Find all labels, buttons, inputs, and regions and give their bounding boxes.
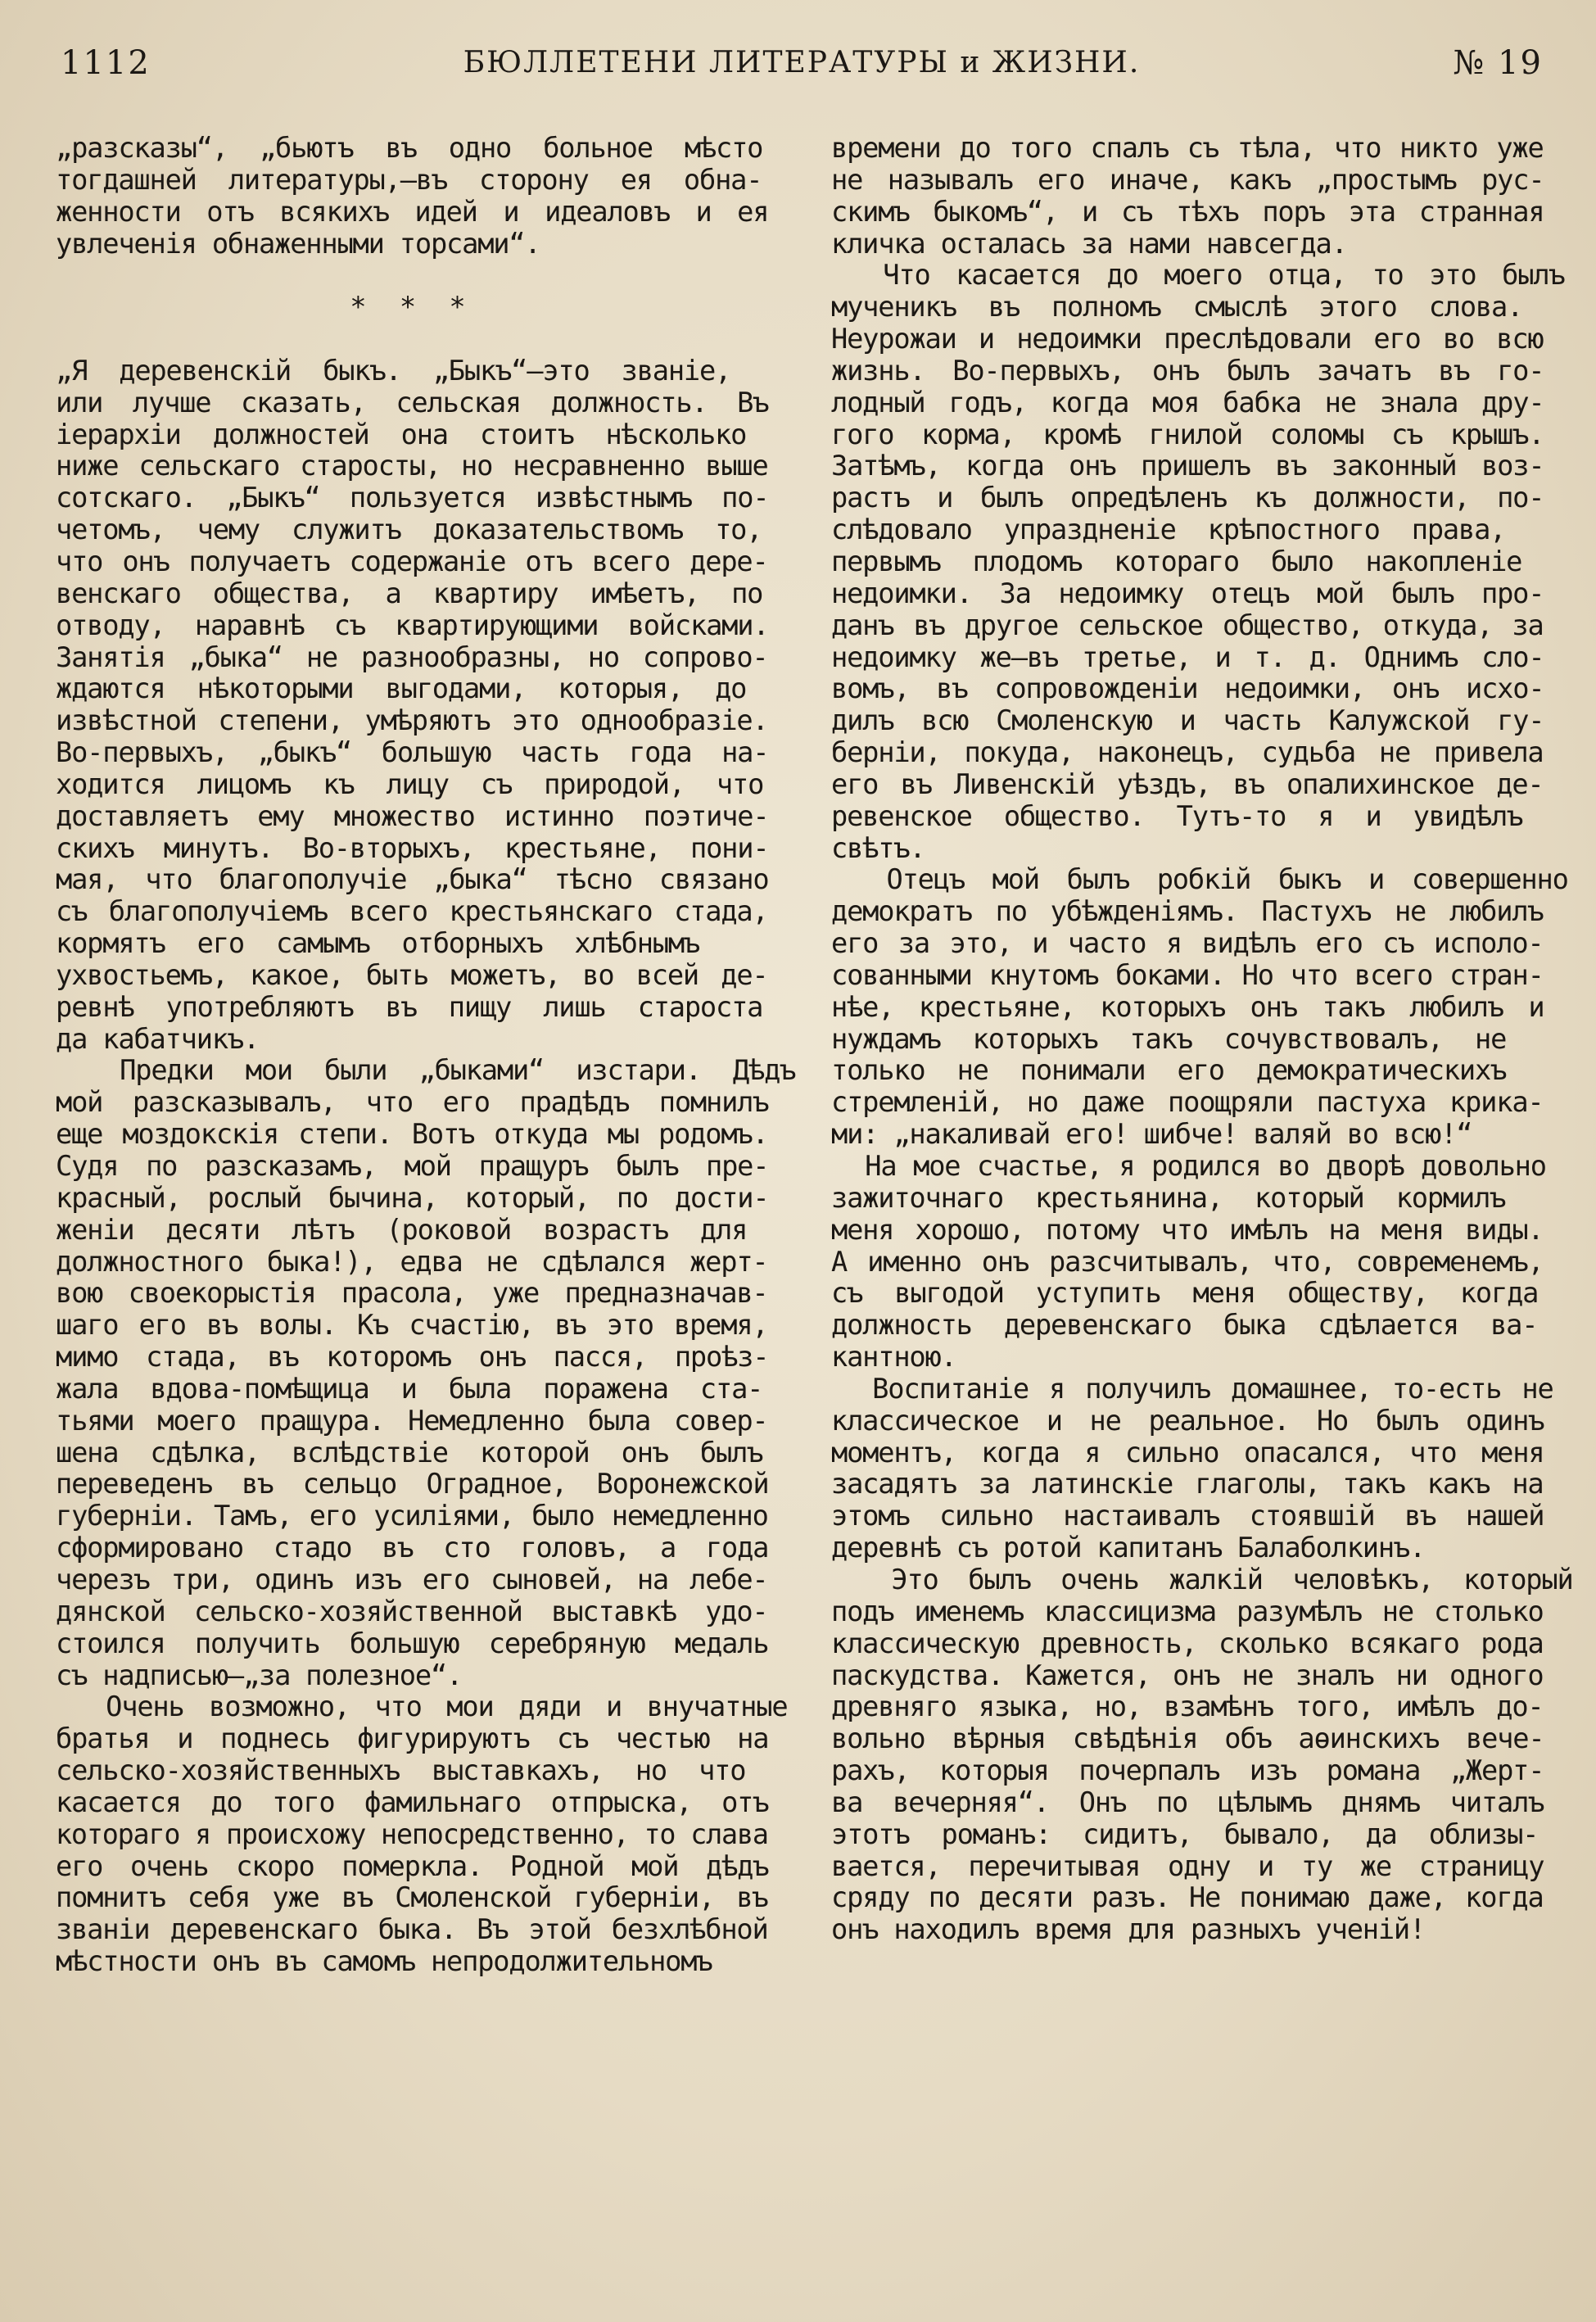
text-line: званіи деревенскаго быка. Въ этой безхлѣбной (56, 1913, 768, 1946)
left-text-column (56, 132, 796, 1978)
text-line: берніи, покуда, наконецъ, судьба не привела (831, 736, 1544, 769)
text-line: нуждамъ которыхъ такъ сочувствовалъ, не (831, 1022, 1507, 1055)
text-line: ниже сельскаго старосты, но несравненно выше (56, 450, 768, 482)
text-line: Неурожаи и недоимки преслѣдовали его во всю (831, 323, 1544, 355)
text-line: помнитъ себя уже въ Смоленской губерніи, въ (56, 1881, 768, 1914)
right-text-column (831, 132, 1573, 1946)
text-line: паскудства. Кажется, онъ не зналъ ни одного (831, 1659, 1544, 1691)
text-line: должность деревенскаго быка сдѣлается ва- (831, 1309, 1538, 1342)
text-line: ревенское общество. Тутъ-то я и увидѣлъ (831, 799, 1523, 832)
text-line: свѣтъ. (831, 831, 925, 864)
text-line: ждаются нѣкоторыми выгодами, которыя, до (56, 672, 747, 705)
text-line: четомъ, чему служитъ доказательствомъ то, (56, 514, 762, 546)
text-line: сельско-хозяйственныхъ выставкахъ, но что (56, 1754, 746, 1787)
text-line: засадятъ за латинскіе глаголы, такъ какъ на (831, 1468, 1544, 1500)
text-line: лодный годъ, когда моя бабка не знала дру- (831, 386, 1544, 419)
text-line: демократъ по убѣжденіямъ. Пастухъ не любилъ (831, 895, 1544, 928)
text-line: съ надписью—„за полезное“. (56, 1659, 463, 1691)
text-line: дилъ всю Смоленскую и часть Калужской гу- (831, 704, 1544, 737)
text-line: вомъ, въ сопровожденіи недоимки, онъ исхо- (831, 672, 1544, 705)
text-line: ходится лицомъ къ лицу съ природой, что (56, 767, 764, 800)
text-line: сотскаго. „Быкъ“ пользуется извѣстнымъ по- (56, 482, 769, 514)
text-line: скимъ быкомъ“, и съ тѣхъ поръ эта странная (831, 195, 1544, 228)
text-line: женности отъ всякихъ идей и идеаловъ и ея (56, 195, 769, 228)
text-line: вольно вѣрныя свѣдѣнія объ аѳинскихъ вече- (831, 1722, 1544, 1755)
text-line: моментъ, когда я сильно опасался, что меня (831, 1436, 1544, 1469)
text-line: увлеченія обнаженными торсами“. (56, 227, 540, 260)
text-line: слѣдовало упраздненіе крѣпостного права, (831, 514, 1506, 546)
text-line: его въ Ливенскій уѣздъ, въ опалихинское де- (831, 767, 1544, 800)
text-line: не называлъ его иначе, какъ „простымъ рус- (831, 163, 1544, 196)
text-line: первымъ плодомъ котораго было накопленіе (831, 545, 1522, 577)
text-line: отводу, наравнѣ съ квартирующими войсками. (56, 609, 769, 641)
text-line: Это былъ очень жалкій человѣкъ, который (831, 1563, 1573, 1596)
text-line: онъ находилъ время для разныхъ ученій! (831, 1913, 1426, 1946)
text-line: стремленій, но даже поощряли пастуха крика- (831, 1086, 1544, 1119)
text-line: меня хорошо, потому что имѣлъ на меня виды. (831, 1213, 1544, 1246)
issue-number: № 19 (1453, 44, 1543, 82)
text-line: братья и поднесь фигурируютъ съ честью на (56, 1722, 769, 1755)
text-line: венскаго общества, а квартиру имѣетъ, по (56, 577, 763, 609)
text-line: извѣстной степени, умѣряютъ это однообразіе. (56, 704, 768, 737)
text-line: съ благополучіемъ всего крестьянскаго стада, (56, 895, 768, 928)
text-line: Судя по разсказамъ, мой пращуръ былъ пре- (56, 1150, 769, 1182)
text-line: Предки мои были „быками“ изстари. Дѣдъ (56, 1054, 796, 1087)
text-line: классическое и не реальное. Но былъ одинъ (831, 1404, 1544, 1437)
text-line: рахъ, которыя почерпалъ изъ романа „Жерт- (831, 1754, 1544, 1787)
text-line: ва вечерняя“. Онъ по цѣлымъ днямъ читалъ (831, 1786, 1544, 1818)
text-line: шаго его въ волы. Къ счастію, въ это время, (56, 1309, 768, 1342)
text-line: * * * (350, 291, 474, 324)
text-line: Занятія „быка“ не разнообразны, но сопрово- (56, 640, 768, 673)
text-line: тогдашней литературы,—въ сторону ея обна- (56, 163, 762, 196)
text-line: сформировано стадо въ сто головъ, а года (56, 1532, 769, 1564)
text-line: На мое счастье, я родился во дворѣ довольно (831, 1150, 1546, 1182)
text-line: шена сдѣлка, вслѣдствіе которой онъ былъ (56, 1436, 763, 1469)
text-line: древняго языка, но, взамѣнъ того, имѣлъ до- (831, 1691, 1544, 1723)
text-line: ми: „накаливай его! шибче! валяй во всю!“ (831, 1118, 1472, 1151)
text-line: сованными кнутомъ боками. Но что всего стран- (831, 958, 1544, 991)
text-line: касается до того фамильнаго отпрыска, отъ (56, 1786, 769, 1818)
text-line: переведенъ въ сельцо Оградное, Воронежской (56, 1468, 769, 1500)
text-line: данъ въ другое сельское общество, откуда, за (831, 609, 1544, 641)
text-line: его очень скоро померкла. Родной мой дѣдъ (56, 1849, 769, 1882)
text-line: мѣстности онъ въ самомъ непродолжительномъ (56, 1945, 712, 1978)
running-title: БЮЛЛЕТЕНИ ЛИТЕРАТУРЫ и ЖИЗНИ. (463, 46, 1141, 79)
text-line: должностного быка!), едва не сдѣлался жерт- (56, 1245, 768, 1278)
text-line: деревнѣ съ ротой капитанъ Балаболкинъ. (831, 1532, 1426, 1564)
text-line: кличка осталась за нами навсегда. (831, 227, 1347, 260)
text-line: сряду по десяти разъ. Не понимаю даже, когда (831, 1881, 1544, 1914)
text-line (56, 260, 768, 292)
text-line: вою своекорыстія прасола, уже предназначав- (56, 1277, 768, 1310)
text-line: тьями моего пращура. Немедленно была совер- (56, 1404, 768, 1437)
text-line: классическую древность, сколько всякаго рода (831, 1627, 1544, 1659)
text-line: недоимки. За недоимку отецъ мой былъ про- (831, 577, 1544, 609)
text-line: еще моздокскія степи. Вотъ откуда мы родомъ. (56, 1118, 768, 1151)
text-line: „Я деревенскій быкъ. „Быкъ“—это званіе, (56, 354, 731, 387)
text-line: Затѣмъ, когда онъ пришелъ въ законный воз- (831, 450, 1544, 482)
text-line: дянской сельско-хозяйственной выставкѣ удо- (56, 1595, 768, 1627)
text-line: кантною. (831, 1341, 956, 1374)
text-line: мимо стада, въ которомъ онъ пасся, проѣз- (56, 1341, 769, 1374)
text-line: нѣе, крестьяне, которыхъ онъ такъ любилъ и (831, 990, 1544, 1023)
text-line: Во-первыхъ, „быкъ“ большую часть года на- (56, 736, 769, 769)
text-line: „разсказы“, „бьютъ въ одно больное мѣсто (56, 132, 763, 164)
text-line: растъ и былъ опредѣленъ къ должности, по- (831, 482, 1544, 514)
text-line: Воспитаніе я получилъ домашнее, то-есть не (831, 1372, 1553, 1405)
text-line: губерніи. Тамъ, его усиліями, было немедленно (56, 1500, 768, 1532)
text-line: подъ именемъ классицизма разумѣлъ не столько (831, 1595, 1544, 1627)
text-line: ревнѣ употребляютъ въ пищу лишь староста (56, 990, 763, 1023)
text-line: А именно онъ разсчитывалъ, что, современемъ, (831, 1245, 1544, 1278)
text-line: жизнь. Во-первыхъ, онъ былъ зачатъ въ го- (831, 354, 1544, 387)
text-line: да кабатчикъ. (56, 1022, 260, 1055)
text-line: ухвостьемъ, какое, быть можетъ, во всей де- (56, 958, 768, 991)
text-line: скихъ минутъ. Во-вторыхъ, крестьяне, пони- (56, 831, 769, 864)
text-line: этомъ сильно настаивалъ стоявшій въ нашей (831, 1500, 1544, 1532)
text-line: мая, что благополучіе „быка“ тѣсно связано (56, 863, 769, 896)
text-line: стоился получить большую серебряную медаль (56, 1627, 769, 1659)
text-line: женіи десяти лѣтъ (роковой возрастъ для (56, 1213, 748, 1246)
text-line: Что касается до моего отца, то это былъ (831, 259, 1565, 292)
text-line: или лучше сказать, сельская должность. Въ (56, 386, 769, 419)
text-line: мученикъ въ полномъ смыслѣ этого слова. (831, 291, 1523, 324)
text-line: времени до того спалъ съ тѣла, что никто уже (831, 132, 1544, 164)
text-line: этотъ романъ: сидитъ, бывало, да облизы- (831, 1817, 1539, 1850)
text-line: красный, рослый бычина, который, по дости- (56, 1181, 769, 1214)
text-line: зажиточнаго крестьянина, который кормилъ (831, 1181, 1506, 1214)
text-line: Очень возможно, что мои дяди и внучатные (56, 1691, 788, 1723)
text-line (56, 324, 768, 355)
text-line: мой разсказывалъ, что его прадѣдъ помнилъ (56, 1086, 769, 1119)
text-line: іерархіи должностей она стоитъ нѣсколько (56, 418, 747, 450)
text-line: черезъ три, одинъ изъ его сыновей, на лебе- (56, 1563, 768, 1596)
text-line: только не понимали его демократическихъ (831, 1054, 1507, 1087)
text-line: недоимку же—въ третье, и т. д. Однимъ сло- (831, 640, 1544, 673)
text-line: кормятъ его самымъ отборныхъ хлѣбнымъ (56, 927, 700, 960)
page-header (61, 44, 1543, 102)
page-number: 1112 (61, 44, 151, 82)
text-line: жала вдова-помѣщица и была поражена ста- (56, 1372, 763, 1405)
text-line: съ выгодой уступить меня обществу, когда (831, 1277, 1539, 1310)
text-line: вается, перечитывая одну и ту же страницу (831, 1849, 1544, 1882)
text-line: котораго я происхожу непосредственно, то слава (56, 1817, 768, 1850)
text-line: что онъ получаетъ содержаніе отъ всего дере- (56, 545, 768, 577)
text-line: гого корма, кромѣ гнилой соломы съ крышъ. (831, 418, 1544, 450)
text-line: доставляетъ ему множество истинно поэтиче- (56, 799, 769, 832)
text-line: его за это, и часто я видѣлъ его съ исполо- (831, 927, 1544, 960)
text-line: Отецъ мой былъ робкій быкъ и совершенно (831, 863, 1568, 896)
